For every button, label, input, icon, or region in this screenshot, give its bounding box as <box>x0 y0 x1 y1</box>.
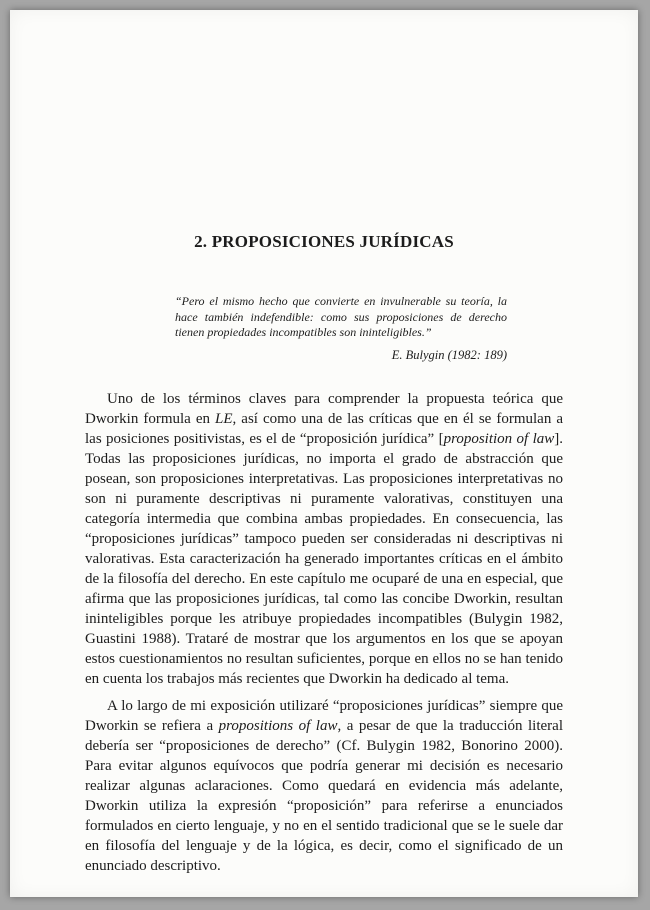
page-content <box>10 10 638 876</box>
epigraph-text: “Pero el mismo hecho que convierte en invulnerable su teoría, la hace también indefendible: como sus proposiciones de derecho tienen propiedades incompatibles son ininteligibles.” <box>175 294 507 340</box>
paragraph-1: Uno de los términos claves para comprender la propuesta teórica que Dworkin formula en LE, así como una de las críticas que en él se formulan a las posiciones positivistas, es el de “proposición jurídica” [proposition of law]. Todas las proposiciones jurídicas, no importa el grado de abstracción que posean, son proposiciones interpretativas. Las proposiciones interpretativas no son ni puramente descriptivas ni puramente valorativas, constituyen una categoría intermedia que combina ambas propiedades. En consecuencia, las “proposiciones jurídicas” tampoco pueden ser consideradas ni descriptivas ni valorativas. Esta caracterización ha generado importantes críticas en el ámbito de la filosofía del derecho. En este capítulo me ocuparé de una en especial, que afirma que las proposiciones jurídicas, tal como las concibe Dworkin, resultan ininteligibles porque les atribuye propiedades incompatibles (Bulygin 1982, Guastini 1988). Trataré de mostrar que los argumentos en los que se apoyan estos cuestionamientos no resultan suficientes, porque en ellos no se han tenido en cuenta los trabajos más recientes que Dworkin ha dedicado al tema. <box>85 390 563 687</box>
paragraph-2: A lo largo de mi exposición utilizaré “proposiciones jurídicas” siempre que Dworkin se refiera a propositions of law, a pesar de que la traducción literal debería ser “proposiciones de derecho” (Cf. Bulygin 1982, Bonorino 2000). Para evitar algunos equívocos que podría generar mi decisión es necesario realizar algunas aclaraciones. Como quedará en evidencia más adelante, Dworkin utiliza la expresión “proposición” para referirse a enunciados formulados en cierto lenguaje, y no en el sentido tradicional que se le suele dar en filosofía del lenguaje y de la lógica, es decir, como el significado de un enunciado descriptivo. <box>85 697 563 874</box>
epigraph-attribution: E. Bulygin (1982: 189) <box>391 347 507 362</box>
epigraph <box>175 294 507 363</box>
book-page <box>10 10 638 897</box>
body-text <box>85 389 563 876</box>
chapter-title: 2. PROPOSICIONES JURÍDICAS <box>194 232 454 251</box>
